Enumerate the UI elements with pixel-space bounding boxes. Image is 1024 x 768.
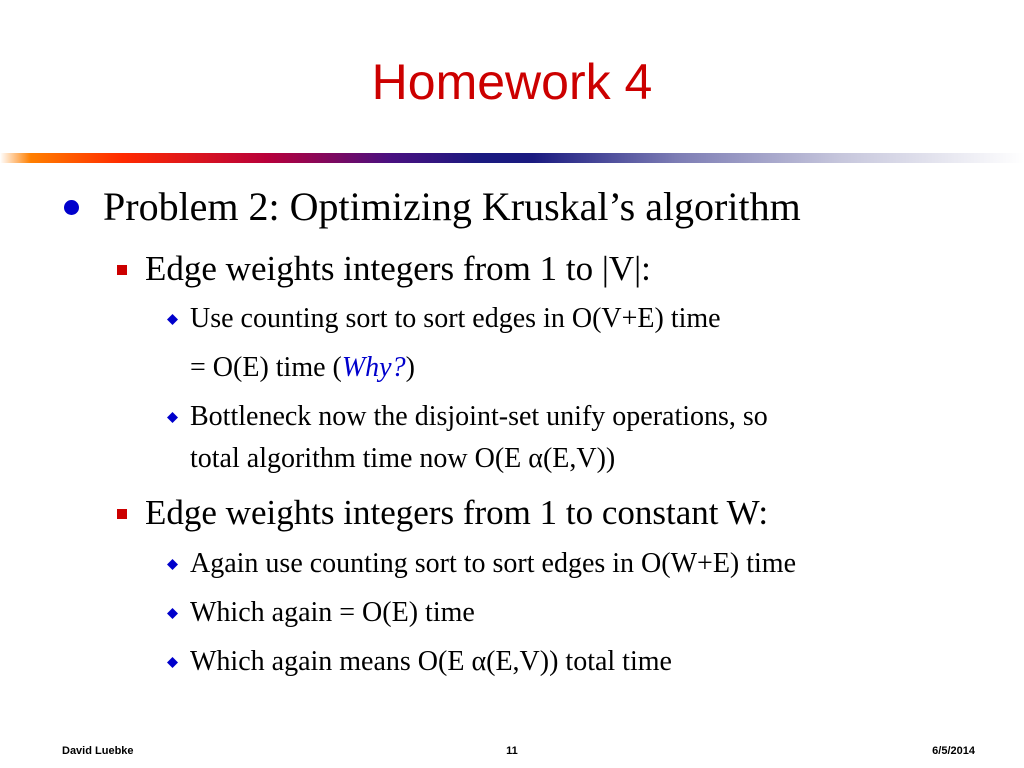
bullet-diamond-icon: [167, 608, 178, 619]
why-question: Why?: [341, 352, 406, 383]
bullet-diamond-icon: [167, 314, 178, 325]
bullet-bottleneck-line1: Bottleneck now the disjoint-set unify operations, so: [190, 401, 768, 432]
bullet-square-icon: [117, 509, 127, 519]
bullet-again-oe: Which again = O(E) time: [190, 597, 475, 628]
footer-page-number: 11: [506, 745, 518, 757]
bullet-diamond-icon: [167, 412, 178, 423]
bullet-problem-2: Problem 2: Optimizing Kruskal’s algorithm: [103, 184, 801, 229]
bullet-counting-sort-ve: Use counting sort to sort edges in O(V+E) time: [190, 303, 721, 334]
bullet-edge-weights-w: Edge weights integers from 1 to constant W:: [145, 493, 769, 532]
title-divider: [0, 153, 1024, 163]
bullet-total-time: Which again means O(E α(E,V)) total time: [190, 646, 672, 677]
continuation-close: ): [405, 352, 415, 383]
bullet-diamond-icon: [167, 657, 178, 668]
bullet-square-icon: [117, 265, 127, 275]
bullet-circle-icon: [64, 200, 79, 215]
bullet-continuation-why: [190, 351, 415, 385]
slide-title: Homework 4: [371, 54, 653, 110]
footer-date: 6/5/2014: [932, 745, 975, 757]
bullet-diamond-icon: [167, 559, 178, 570]
bullet-bottleneck-line2: total algorithm time now O(E α(E,V)): [190, 443, 616, 474]
footer-author: David Luebke: [62, 745, 134, 757]
bullet-edge-weights-v: Edge weights integers from 1 to |V|:: [145, 249, 651, 288]
bullet-counting-sort-we: Again use counting sort to sort edges in O(W+E) time: [190, 548, 797, 579]
continuation-text: = O(E) time (: [190, 352, 342, 383]
